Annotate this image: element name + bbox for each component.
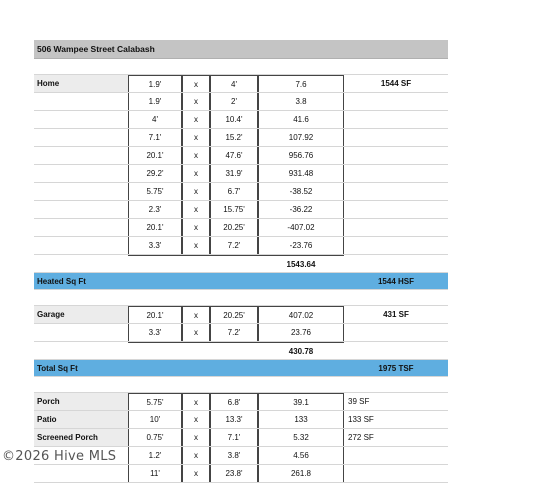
heated-label: Heated Sq Ft [37,276,86,286]
dimension-b: 20.25' [210,219,258,236]
dimension-b: 6.7' [210,183,258,200]
row-label [34,219,128,236]
dimension-b: 7.2' [210,237,258,254]
dimension-b: 10.4' [210,111,258,128]
measurement-row [34,393,448,411]
dimension-a: 1.9' [128,75,182,92]
dimension-b: 7.1' [210,429,258,446]
times-sign: x [182,93,210,110]
row-label [34,129,128,146]
area-result: -36.22 [258,201,344,218]
area-result: 41.6 [258,111,344,128]
times-sign: x [182,393,210,410]
area-result: 107.92 [258,129,344,146]
area-result: 956.76 [258,147,344,164]
dimension-a: 1.9' [128,93,182,110]
measurement-row [34,129,448,147]
area-result: 133 [258,411,344,428]
dimension-a: 7.1' [128,129,182,146]
row-label [34,165,128,182]
area-sum: 1543.64 [258,255,344,272]
dimension-a: 2.3' [128,201,182,218]
times-sign: x [182,183,210,200]
sum-row [34,342,448,360]
dimension-a: 20.1' [128,147,182,164]
dimension-b: 31.9' [210,165,258,182]
measurement-row [34,429,448,447]
times-sign: x [182,411,210,428]
home-section [34,75,448,273]
measurement-row [34,201,448,219]
dimension-a: 0.75' [128,429,182,446]
dimension-a: 10' [128,411,182,428]
measurement-row [34,165,448,183]
times-sign: x [182,306,210,323]
measurement-row [34,237,448,255]
row-label [34,201,128,218]
dimension-b: 20.25' [210,306,258,323]
measurement-row [34,465,448,483]
area-result: 261.8 [258,465,344,482]
measurement-row [34,93,448,111]
dimension-b: 47.6' [210,147,258,164]
measurement-row [34,411,448,429]
dimension-a: 11' [128,465,182,482]
measurement-row [34,147,448,165]
total-sq-ft-row [34,360,448,377]
spacer-row [34,59,448,75]
dimension-b: 15.75' [210,201,258,218]
dimension-b: 23.8' [210,465,258,482]
times-sign: x [182,237,210,254]
dimension-a: 20.1' [128,219,182,236]
area-result: -407.02 [258,219,344,236]
dimension-a: 29.2' [128,165,182,182]
dimension-b: 15.2' [210,129,258,146]
area-note [344,147,448,164]
total-label: Total Sq Ft [37,363,78,373]
row-label [34,93,128,110]
times-sign: x [182,465,210,482]
area-result: 4.56 [258,447,344,464]
area-note: 133 SF [348,415,374,424]
area-note [344,201,448,218]
dimension-b: 4' [210,75,258,92]
row-label [34,237,128,254]
area-note [344,93,448,110]
area-note [344,183,448,200]
area-result: 931.48 [258,165,344,182]
area-note [344,447,448,464]
area-note [344,219,448,236]
row-label: Patio [34,411,128,428]
dimension-b: 6.8' [210,393,258,410]
times-sign: x [182,75,210,92]
heated-sq-ft-row [34,273,448,290]
measurement-row [34,75,448,93]
measurement-row [34,324,448,342]
area-note [344,465,448,482]
dimension-a: 3.3' [128,324,182,341]
area-result: 7.6 [258,75,344,92]
total-value: 1975 TSF [378,363,414,373]
spreadsheet [34,40,448,483]
row-label: Home [34,75,128,92]
spacer-row [34,377,448,393]
dimension-b: 7.2' [210,324,258,341]
outdoor-section [34,393,448,483]
watermark: ©2026 Hive MLS [2,449,117,464]
garage-section [34,306,448,360]
measurement-row [34,111,448,129]
times-sign: x [182,219,210,236]
area-note [344,324,448,341]
sheet-title: 506 Wampee Street Calabash [34,40,448,59]
area-note [344,237,448,254]
area-note: 1544 SF [380,79,412,88]
row-label [34,183,128,200]
times-sign: x [182,324,210,341]
area-sum: 430.78 [258,342,344,359]
area-result: 39.1 [258,393,344,410]
measurement-row [34,306,448,324]
area-note: 39 SF [348,397,370,406]
dimension-b: 3.8' [210,447,258,464]
times-sign: x [182,201,210,218]
dimension-a: 1.2' [128,447,182,464]
spacer-row [34,290,448,306]
sum-row [34,255,448,273]
row-label: Garage [34,306,128,323]
dimension-a: 5.75' [128,393,182,410]
dimension-a: 4' [128,111,182,128]
dimension-b: 2' [210,93,258,110]
times-sign: x [182,147,210,164]
area-result: -23.76 [258,237,344,254]
row-label [34,324,128,341]
row-label [34,111,128,128]
area-result: 3.8 [258,93,344,110]
area-note [344,111,448,128]
row-label: Screened Porch [34,429,128,446]
area-result: 407.02 [258,306,344,323]
area-note: 431 SF [383,310,409,319]
row-label [34,465,128,482]
measurement-row [34,183,448,201]
times-sign: x [182,111,210,128]
heated-value: 1544 HSF [377,276,415,286]
area-note [344,165,448,182]
area-result: 5.32 [258,429,344,446]
dimension-a: 3.3' [128,237,182,254]
dimension-b: 13.3' [210,411,258,428]
area-note: 272 SF [348,433,374,442]
times-sign: x [182,429,210,446]
dimension-a: 20.1' [128,306,182,323]
times-sign: x [182,129,210,146]
row-label: Porch [34,393,128,410]
times-sign: x [182,447,210,464]
area-note [344,129,448,146]
times-sign: x [182,165,210,182]
row-label [34,147,128,164]
area-result: 23.76 [258,324,344,341]
dimension-a: 5.75' [128,183,182,200]
measurement-row [34,219,448,237]
area-result: -38.52 [258,183,344,200]
